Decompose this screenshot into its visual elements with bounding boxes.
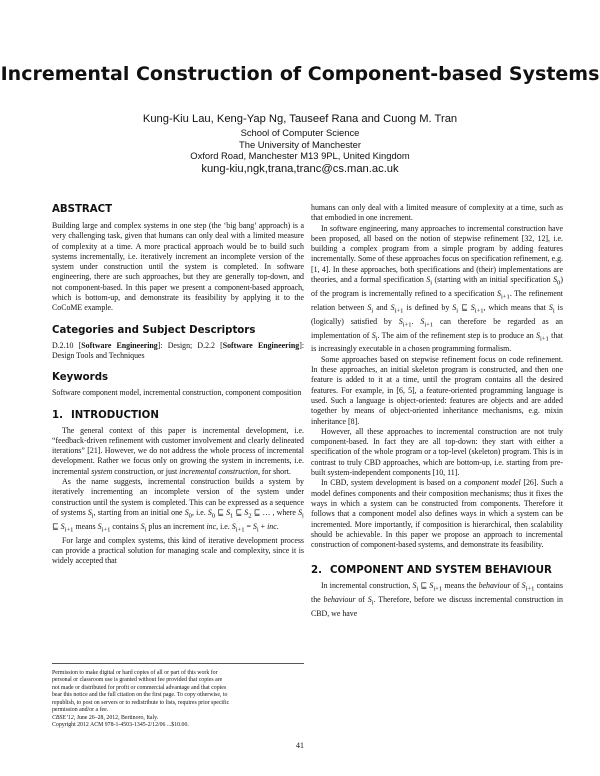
intro-paragraph-2: As the name suggests, incremental construction builds a system by iteratively incrementing an incomplete version of the system under construction until the system is completed. This can be expressed as a sequence of systems $S_i$, starting from an initial one $S_0$, i.e. $S_0$ ⊑ $S_1$ ⊑ $S_2$ ⊑ … , where $S_i$ ⊑ $S_{i+1}$ means $S_{i+1}$ contains $S_i$ plus an increment inc, i.e. $S_{i+1} = S_i$ + inc. [52,477,304,534]
intro-paragraph-1: The general context of this paper is incremental development, i.e. “feedback-driven refinement with customer involvement and clearly delineated iterations” [21]. However, we do not address the whole process of incremental development. Rather we focus only on growing the system in increments, i.e. incremental system construction, or just incremental construction, for short. [52,425,304,476]
abstract-heading: ABSTRACT [52,204,113,215]
paper-title: Incremental Construction of Component-based Systems [0,63,600,85]
intro-paragraph-3: For large and complex systems, this kind of iterative development process can provide a practical solution for managing scale and complexity, since it is widely accepted that [52,535,304,566]
right-paragraph-2: In software engineering, many approaches to incremental construction have been proposed, all based on the notion of stepwise refinement [32, 12], i.e. building a complex program from a simple program by adding features incrementally. Some of these approaches focus on specification refinement, e.g. [1, 4]. In these approaches, both specifications and (their) implementations are theories, and a formal specification $S_i$ (starting with an initial specification $S_0$) of the program is incrementally refined to a specification $S_{i+1}$. The refinement relation between $S_i$ and $S_{i+1}$ is defined by $S_i$ ⊑ $S_{i+1}$, which means that $S_i$ is (logically) satisfied by $S_{i+1}$. $S_{i+1}$ can therefore be regarded as an implementation of $S_i$. The aim of the refinement step is to produce an $S_{i+1}$ that is increasingly executable in a chosen programming formalism. [311,223,564,354]
conference-line: CBSE’12, June 26–28, 2012, Bertinoro, Italy. [52,714,159,721]
affiliation-school: School of Computer Science [240,127,360,138]
right-column [311,203,563,619]
left-column [52,203,304,567]
right-paragraph-1: humans can only deal with a limited measure of complexity at a time, such as that embodied in one increment. [311,203,563,223]
copyright-notice [52,663,304,730]
copyright-line: not made or distributed for profit or commercial advantage and that copies [52,684,227,691]
right-paragraph-3: Some approaches based on stepwise refinement focus on code refinement. In these approaches, an initial skeleton program is constructed, and then one feature is added to it at a time, until the program contains all the desired features. For example, in [6, 5], a feature-oriented programming language is used. Such a language is object-oriented: features are objects and are added together by means of object-oriented inheritance mechanisms, e.g. mixin inheritance [8]. [311,354,563,426]
copyright-line: bear this notice and the full citation on the first page. To copy otherwise, to [52,692,228,699]
copyright-line: permission and/or a fee. [52,707,109,714]
section-2-heading: 2. COMPONENT AND SYSTEM BEHAVIOUR [311,565,552,577]
section-2-paragraph-1: In incremental construction, $S_i$ ⊑ $S_{i+1}$ means the behaviour of $S_{i+1}$ contains the behaviour of $S_i$. Therefore, before we discuss incremental construction in CBD, we have [311,581,563,619]
keywords-text: Software component model, incremental construction, component composition [52,388,302,398]
copyright-line: republish, to post on servers or to redistribute to lists, requires prior specific [52,699,230,706]
author-email[interactable]: kung-kiu,ngk,trana,tranc@cs.man.ac.uk [201,162,399,175]
author-names: Kung-Kiu Lau, Keng-Yap Ng, Tauseef Rana and Cuong M. Tran [142,113,458,125]
right-paragraph-5: In CBD, system development is based on a component model [26]. Such a model defines components and their composition mechanisms; thus it fixes the ways in which a system can be constructed from components. Therefore it follows that a component model also defines ways in which a system can be incremented. More importantly, if composition is hierarchical, then scalability should be achievable. In this paper we propose an approach to incremental construction of component-based systems, and demonstrate its feasibility. [311,478,563,550]
copyright-line: Permission to make digital or hard copies of all or part of this work for [52,670,218,676]
affiliation-university: The University of Manchester [239,138,361,150]
copyright-line: Copyright 2012 ACM 978-1-4503-1345-2/12/06 ...$10.00. [52,722,189,729]
right-paragraph-4: However, all these approaches to incremental construction are not truly component-based. In fact they are all top-down: they start with either a specification of the whole program or a top-level (skeleton) program. This is in contrast to truly CBD approaches, which are bottom-up, i.e. starting from pre-built system-independent components [10, 11]. [311,426,563,478]
affiliation-address: Oxford Road, Manchester M13 9PL, United Kingdom [190,150,410,162]
page-number: 41 [296,741,304,750]
author-block [0,112,600,176]
categories-heading: Categories and Subject Descriptors [52,324,256,336]
abstract-text: Building large and complex systems in one step (the ‘big bang’ approach) is a very challenging task, given that humans can only deal with a limited measure of complexity at a time. A more practical approach would be to build such systems incrementally, i.e. iteratively increment an incomplete version of the system under construction until the system is completed. In software engineering, there are such approaches, but they are generally top-down, and not component-based. In this paper we present a component-based approach, which is bottom-up, and demonstrate its feasibility by applying it to the CoCoME example. [52,221,304,313]
categories-text: D.2.10 [Software Engineering]: Design; D.2.2 [Software Engineering]: Design Tools and Techniques [52,340,305,360]
keywords-heading: Keywords [52,372,109,384]
copyright-line: personal or classroom use is granted without fee provided that copies are [52,677,223,684]
intro-heading: 1. INTRODUCTION [52,409,159,421]
